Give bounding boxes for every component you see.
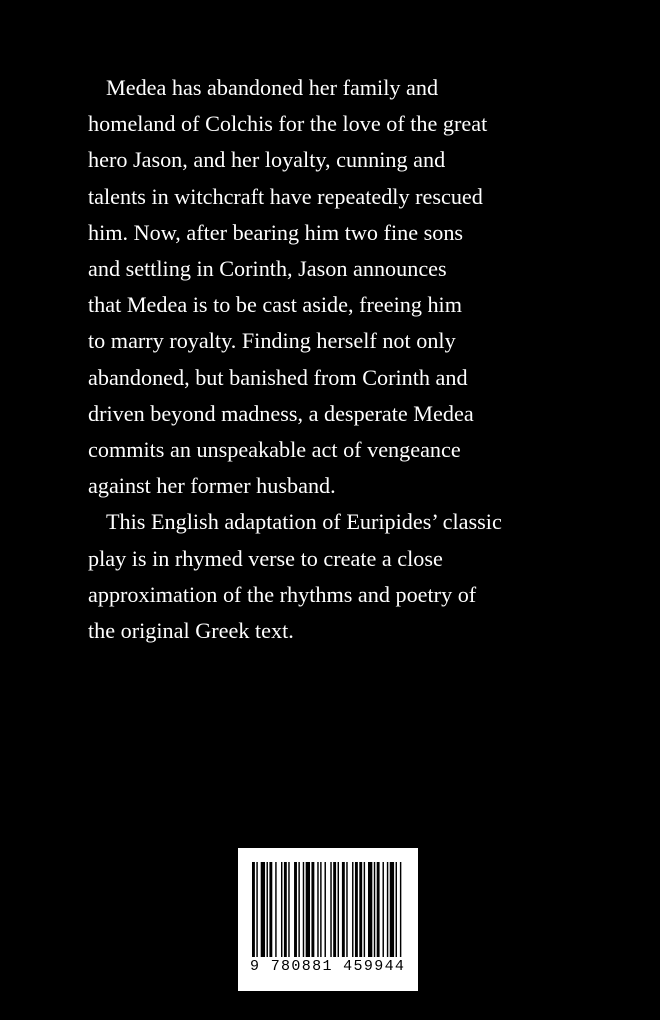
- barcode-bar: [390, 862, 394, 960]
- blurb-line: the original Greek text.: [88, 618, 294, 644]
- barcode-bar: [377, 862, 380, 960]
- barcode-bar: [284, 862, 287, 960]
- blurb-line: that Medea is to be cast aside, freeing him: [88, 292, 462, 318]
- blurb-line: talents in witchcraft have repeatedly rescued: [88, 183, 483, 209]
- barcode-bar: [346, 862, 347, 960]
- barcode-bar: [320, 862, 321, 960]
- blurb-line: Medea has abandoned her family and: [106, 75, 439, 100]
- blurb-line: him. Now, after bearing him two fine sons: [88, 219, 464, 245]
- barcode-bar: [288, 862, 289, 960]
- isbn-number: 9 780881 459944: [250, 957, 410, 977]
- blurb-line: homeland of Colchis for the love of the great: [88, 111, 488, 137]
- barcode-bar: [342, 862, 345, 960]
- barcode-bar: [368, 862, 372, 960]
- paragraph-1: [88, 70, 588, 504]
- blurb-line: and settling in Corinth, Jason announces: [88, 256, 447, 282]
- barcode-bar: [294, 862, 297, 960]
- barcode-bar: [275, 862, 276, 960]
- barcode-bar: [269, 862, 272, 960]
- barcode-bar: [311, 862, 314, 960]
- blurb-line: hero Jason, and her loyalty, cunning and: [88, 147, 446, 173]
- blurb-line: abandoned, but banished from Corinth and: [88, 364, 468, 390]
- paragraph-2: [88, 504, 588, 649]
- barcode-bar: [298, 862, 299, 960]
- barcode-bar: [352, 862, 353, 960]
- barcode-bar: [317, 862, 318, 960]
- barcode-bar: [338, 862, 339, 960]
- blurb-line: This English adaptation of Euripides’ classic: [106, 509, 502, 535]
- barcode-bar: [261, 862, 265, 960]
- barcode-bar: [387, 862, 388, 960]
- barcode-bar: [306, 862, 310, 960]
- blurb-line: play is in rhymed verse to create a close: [88, 545, 443, 571]
- barcode-bar: [364, 862, 365, 960]
- back-cover-blurb: [88, 70, 588, 649]
- barcode-bar: [359, 862, 362, 960]
- barcode-bar: [396, 862, 397, 960]
- blurb-line: commits an unspeakable act of vengeance: [88, 437, 461, 463]
- barcode-bar: [303, 862, 304, 960]
- isbn-barcode: [238, 848, 418, 991]
- barcode-bar: [355, 862, 358, 960]
- barcode-bar: [267, 862, 268, 960]
- barcode-bar: [383, 862, 384, 960]
- blurb-line: to marry royalty. Finding herself not only: [88, 328, 456, 354]
- barcode-bar: [374, 862, 375, 960]
- blurb-line: against her former husband.: [88, 473, 336, 499]
- blurb-line: driven beyond madness, a desperate Medea: [88, 400, 474, 426]
- barcode-bar: [325, 862, 326, 960]
- blurb-line: approximation of the rhythms and poetry of: [88, 581, 477, 607]
- barcode-bar: [281, 862, 282, 960]
